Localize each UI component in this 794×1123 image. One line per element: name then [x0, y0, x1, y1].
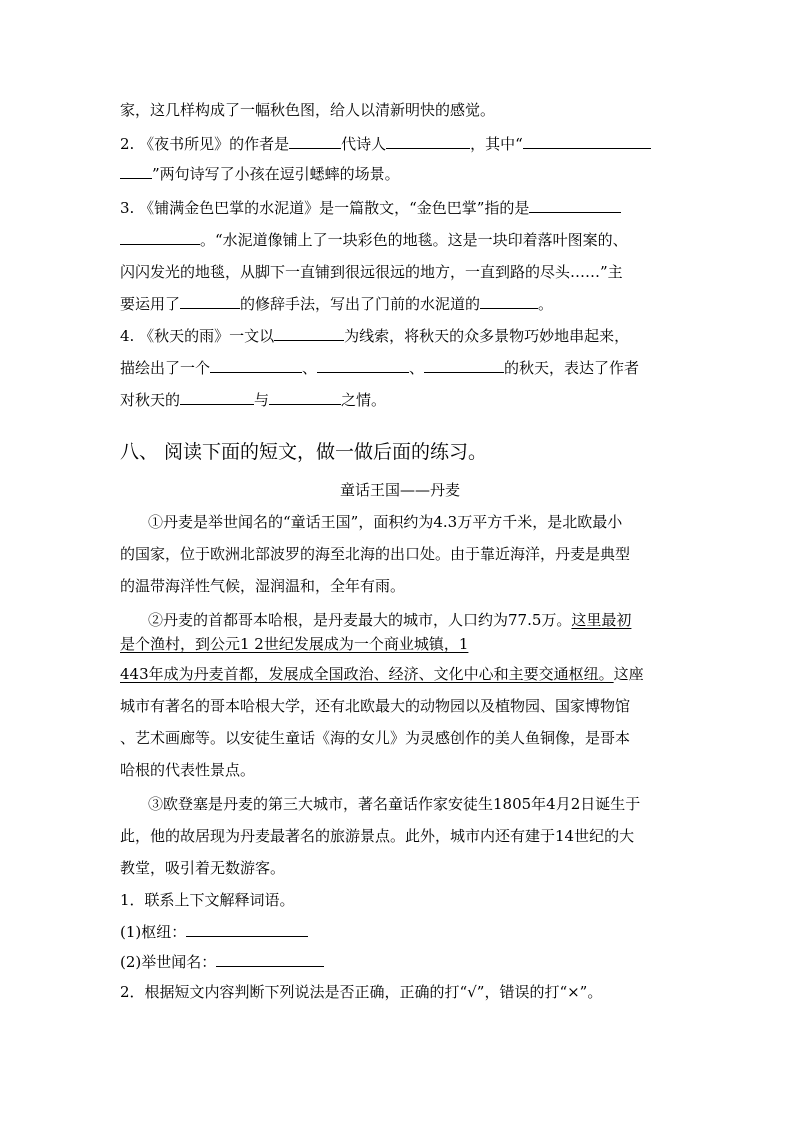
paragraph-1-line-1: ①丹麦是举世闻名的“童话王国”，面积约为4.3万平方千米，是北欧最小	[148, 513, 623, 531]
paragraph-1-line-2: 的国家，位于欧洲北部波罗的海至北海的出口处。由于靠近海洋，丹麦是典型	[120, 545, 631, 563]
paragraph-1-line-3: 的温带海洋性气候，湿润温和，全年有雨。	[120, 577, 406, 595]
answer-blank[interactable]	[274, 326, 344, 341]
paragraph-3-line-3: 教堂，吸引着无数游客。	[120, 859, 286, 877]
fill-question-4-cont1: 描绘出了一个 、 、 的秋天，表达了作者	[120, 359, 640, 377]
answer-blank[interactable]	[386, 134, 470, 149]
paragraph-2-line-2	[120, 634, 680, 654]
reading-question-1: 1．联系上下文解释词语。	[120, 891, 295, 909]
answer-blank[interactable]	[186, 922, 308, 937]
fill-question-3: 3. 《铺满金色巴掌的水泥道》是一篇散文，“金色巴掌”指的是	[120, 198, 680, 218]
answer-blank[interactable]	[180, 294, 240, 309]
fill-question-3-cont2: 闪闪发光的地毯，从脚下一直铺到很远很远的地方，一直到路的尽头……”主	[120, 263, 623, 281]
fill-question-4-cont2: 对秋天的 与 之情。	[120, 391, 387, 409]
answer-blank[interactable]	[424, 358, 504, 373]
paragraph-2-line-1: ②丹麦的首都哥本哈根，是丹麦最大的城市，人口约为77.5万。这里最初	[148, 611, 632, 629]
underlined-sentence: 是个渔村，到公元1 2世纪发展成为一个商业城镇，1	[120, 635, 469, 653]
underlined-sentence: 这里最初	[571, 611, 632, 629]
paragraph-3-line-2: 此，他的故居现为丹麦最著名的旅游景点。此外，城市内还有建于14世纪的大	[120, 827, 635, 845]
answer-blank[interactable]	[317, 358, 409, 373]
underlined-sentence: 443年成为丹麦首都，发展成全国政治、经济、文化中心和主要交通枢纽。	[120, 665, 614, 683]
fill-question-4: 4. 《秋天的雨》一文以 为线索，将秋天的众多景物巧妙地串起来，	[120, 327, 630, 345]
fill-question-3-cont1: 。“水泥道像铺上了一块彩色的地毯。这是一块印着落叶图案的、	[120, 230, 680, 250]
paragraph-3-line-1: ③欧登塞是丹麦的第三大城市，著名童话作家安徒生1805年4月2日诞生于	[148, 795, 641, 813]
paragraph-2-line-5: 、艺术画廊等。以安徒生童话《海的女儿》为灵感创作的美人鱼铜像，是哥本	[120, 729, 631, 747]
reading-question-1a: (1)枢纽：	[120, 922, 680, 942]
section-8-heading: 八、 阅读下面的短文，做一做后面的练习。	[120, 441, 488, 463]
fill-question-2: 2. 《夜书所见》的作者是 代诗人 ，其中“	[120, 134, 680, 154]
article-title: 童话王国——丹麦	[339, 481, 460, 499]
answer-blank[interactable]	[289, 134, 341, 149]
reading-question-2: 2．根据短文内容判断下列说法是否正确，正确的打“√”，错误的打“×”。	[120, 983, 603, 1001]
paragraph-2-line-6: 哈根的代表性景点。	[120, 761, 256, 779]
answer-blank[interactable]	[120, 164, 152, 179]
answer-blank[interactable]	[523, 134, 651, 149]
answer-blank[interactable]	[480, 294, 538, 309]
paragraph-2-line-3: 443年成为丹麦首都，发展成全国政治、经济、文化中心和主要交通枢纽。这座	[120, 665, 644, 683]
reading-question-1b: (2)举世闻名：	[120, 952, 680, 972]
fill-question-2-cont: ”两句诗写了小孩在逗引蟋蟀的场景。	[120, 164, 680, 184]
answer-blank[interactable]	[120, 230, 200, 245]
answer-blank[interactable]	[269, 390, 341, 405]
paragraph-2-line-4: 城市有著名的哥本哈根大学，还有北欧最大的动物园以及植物园、国家博物馆	[120, 697, 631, 715]
answer-blank[interactable]	[529, 198, 621, 213]
answer-blank[interactable]	[216, 952, 324, 967]
answer-blank[interactable]	[210, 358, 302, 373]
answer-blank[interactable]	[180, 390, 254, 405]
fill-question-3-cont3: 要运用了 的修辞手法，写出了门前的水泥道的 。	[120, 295, 554, 313]
previous-answer-tail: 家，这几样构成了一幅秋色图，给人以清新明快的感觉。	[120, 101, 496, 119]
